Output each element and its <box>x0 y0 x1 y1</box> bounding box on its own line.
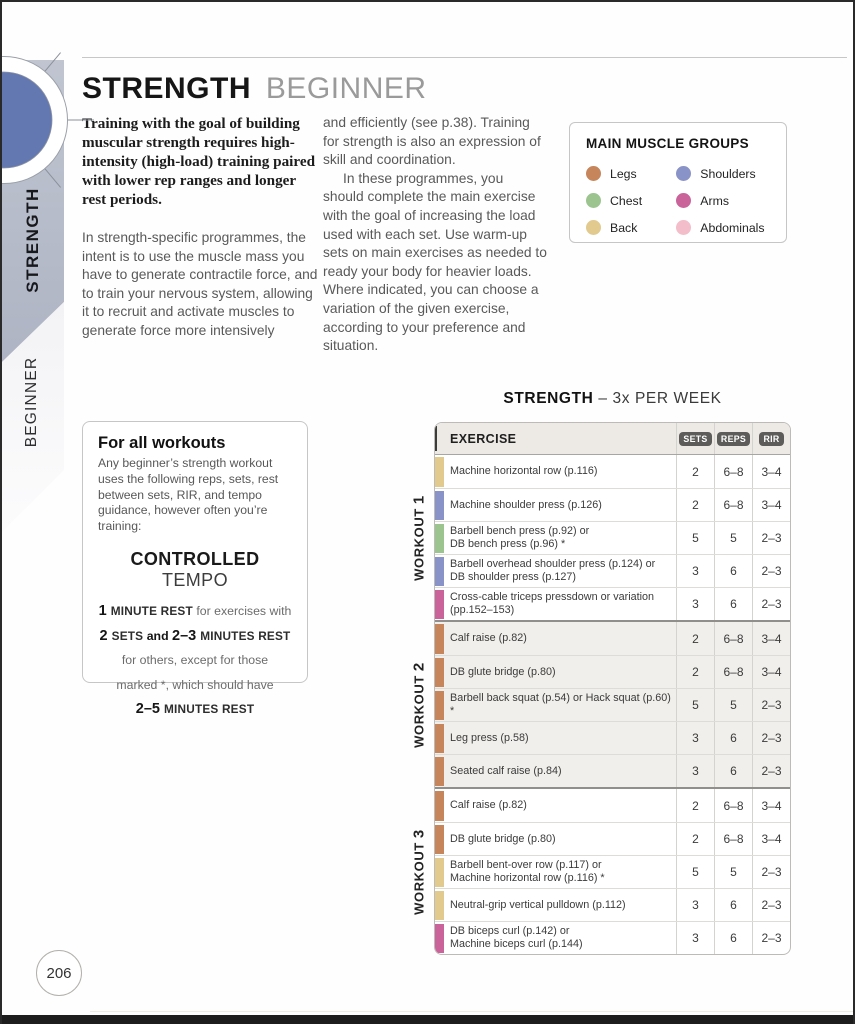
workout-section-3 <box>435 787 790 954</box>
rest-guidance-line <box>98 648 292 673</box>
exercise-name: Barbell back squat (p.54) or Hack squat (p.60) * <box>450 692 671 717</box>
workout-section-2 <box>435 620 790 787</box>
exercise-row <box>435 888 790 921</box>
header-rir-cell <box>752 423 790 454</box>
rest-guidance-line <box>98 673 292 698</box>
exercise-row <box>435 655 790 688</box>
photo-bottom-edge <box>2 1015 853 1024</box>
rir-value: 2–3 <box>752 922 790 954</box>
back-color-bar <box>435 457 444 487</box>
chest-color-bar <box>435 524 444 553</box>
page-title-main: STRENGTH <box>82 72 251 105</box>
rir-value: 3–4 <box>752 823 790 855</box>
muscle-group-label: Back <box>610 220 638 235</box>
exercise-cell <box>435 856 676 888</box>
exercise-row <box>435 488 790 521</box>
exercise-row <box>435 721 790 754</box>
exercise-name: Barbell bench press (p.92) or DB bench press (p.96) * <box>450 525 590 550</box>
workout-label-number: 3 <box>410 828 428 838</box>
reps-value: 6–8 <box>714 622 752 655</box>
exercise-row <box>435 822 790 855</box>
rest-text-segment: 2 <box>99 627 112 644</box>
shoulders-color-dot <box>676 166 691 181</box>
exercise-name: Calf raise (p.82) <box>450 799 527 812</box>
exercise-cell <box>435 588 676 620</box>
legs-color-dot <box>586 166 601 181</box>
sidebar-beginner-label: BEGINNER <box>23 356 40 448</box>
exercise-cell <box>435 789 676 822</box>
workout-labels <box>406 422 432 949</box>
workout-label-2 <box>411 662 428 748</box>
programme-table <box>434 422 791 955</box>
exercise-cell <box>435 823 676 855</box>
exercise-row <box>435 789 790 822</box>
rest-text-segment: 2–5 <box>135 701 164 718</box>
exercise-name: Calf raise (p.82) <box>450 632 527 645</box>
workout-guidance-title: For all workouts <box>98 434 226 452</box>
exercise-cell <box>435 489 676 521</box>
sets-value: 2 <box>676 823 714 855</box>
sets-value: 3 <box>676 722 714 754</box>
muscle-groups-grid <box>586 160 772 241</box>
reps-value: 6 <box>714 588 752 620</box>
body-paragraph-col1: In strength-specific programmes, the intent is to use the muscle mass you have to generate contractile force, and to train your nervous system, allowing it to recruit and activate muscles to generate force more intensively <box>82 230 318 338</box>
workout-guidance-body: Any beginner’s strength workout uses the following reps, sets, rest between sets, RIR, and tempo guidance, however often you’re training: <box>98 456 279 534</box>
rir-value: 3–4 <box>752 789 790 822</box>
intro-paragraph: Training with the goal of building muscular strength requires high-intensity (high-load) training paired with lower rep ranges and longer rest periods. <box>82 115 316 208</box>
reps-value: 6 <box>714 755 752 787</box>
muscle-group-label: Shoulders <box>700 166 756 181</box>
muscle-group-item <box>676 187 772 214</box>
rir-value: 3–4 <box>752 489 790 521</box>
shoulders-color-bar <box>435 557 444 586</box>
exercise-name: DB glute bridge (p.80) <box>450 665 556 678</box>
reps-value: 6 <box>714 889 752 921</box>
back-color-dot <box>586 220 601 235</box>
table-body <box>435 455 790 954</box>
exercise-row <box>435 855 790 888</box>
exercise-name: Cross-cable triceps pressdown or variation (pp.152–153) <box>450 591 655 616</box>
exercise-cell <box>435 656 676 688</box>
rest-guidance-line <box>98 624 292 649</box>
muscle-group-label: Arms <box>700 193 729 208</box>
muscle-groups-title: MAIN MUSCLE GROUPS <box>586 136 749 151</box>
rest-text-segment: MINUTES REST <box>200 628 291 643</box>
rest-text-segment: 1 <box>98 602 111 619</box>
top-divider-rule <box>82 57 847 58</box>
bottom-faint-rule <box>90 1011 853 1012</box>
muscle-group-item <box>586 160 676 187</box>
exercise-row <box>435 921 790 954</box>
exercise-name: Leg press (p.58) <box>450 731 529 744</box>
reps-value: 6 <box>714 722 752 754</box>
sets-value: 2 <box>676 789 714 822</box>
rir-badge: RIR <box>759 432 783 446</box>
reps-value: 5 <box>714 856 752 888</box>
tempo-label-bold: CONTROLLED <box>130 548 260 569</box>
rir-value: 2–3 <box>752 856 790 888</box>
reps-badge: REPS <box>717 432 750 446</box>
workout-label-3 <box>411 829 428 915</box>
workout-label-word: WORKOUT <box>411 841 427 915</box>
exercise-name: Barbell bent-over row (p.117) or Machine horizontal row (p.116) * <box>450 859 605 884</box>
exercise-cell <box>435 922 676 954</box>
sets-value: 3 <box>676 755 714 787</box>
header-reps-cell <box>714 423 752 454</box>
sets-value: 3 <box>676 889 714 921</box>
legs-color-bar <box>435 791 444 821</box>
workout-guidance-panel <box>82 421 308 718</box>
sidebar-strength-label: STRENGTH <box>23 187 42 293</box>
rir-value: 3–4 <box>752 622 790 655</box>
exercise-row <box>435 521 790 554</box>
sets-value: 3 <box>676 588 714 620</box>
exercise-name: Machine horizontal row (p.116) <box>450 465 598 478</box>
tempo-line <box>98 549 292 591</box>
rir-value: 3–4 <box>752 455 790 488</box>
rest-text-segment: MINUTES REST <box>164 702 255 717</box>
exercise-row <box>435 622 790 655</box>
header-exercise: EXERCISE <box>450 431 517 446</box>
sets-value: 3 <box>676 922 714 954</box>
table-title <box>434 390 791 408</box>
rest-text-segment: SETS <box>111 628 147 643</box>
rir-value: 2–3 <box>752 588 790 620</box>
abdominals-color-dot <box>676 220 691 235</box>
body-paragraph-col2-a: and efficiently (see p.38). Training for strength is also an expression of skill and coordination. <box>323 115 541 168</box>
muscle-group-item <box>586 187 676 214</box>
rir-value: 3–4 <box>752 656 790 688</box>
exercise-row <box>435 754 790 787</box>
exercise-cell <box>435 722 676 754</box>
muscle-group-label: Legs <box>610 166 637 181</box>
rir-value: 2–3 <box>752 722 790 754</box>
arms-color-bar <box>435 924 444 953</box>
exercise-name: Machine shoulder press (p.126) <box>450 498 602 511</box>
workout-label-number: 1 <box>410 494 428 504</box>
workout-label-number: 2 <box>410 661 428 671</box>
sets-value: 2 <box>676 489 714 521</box>
table-header-row <box>435 423 790 455</box>
reps-value: 6 <box>714 922 752 954</box>
rest-text-segment: for exercises with <box>196 603 292 618</box>
legs-color-bar <box>435 691 444 720</box>
rir-value: 2–3 <box>752 889 790 921</box>
workout-label-word: WORKOUT <box>411 507 427 581</box>
legs-color-bar <box>435 624 444 654</box>
muscle-group-label: Chest <box>610 193 643 208</box>
chest-color-dot <box>586 193 601 208</box>
sets-value: 2 <box>676 455 714 488</box>
reps-value: 6–8 <box>714 823 752 855</box>
workout-label-1 <box>411 495 428 581</box>
page-title <box>82 72 427 106</box>
exercise-row <box>435 554 790 587</box>
rest-guidance <box>98 599 292 722</box>
exercise-cell <box>435 622 676 655</box>
muscle-groups-panel <box>569 122 787 243</box>
muscle-group-item <box>676 160 772 187</box>
rir-value: 2–3 <box>752 755 790 787</box>
reps-value: 6–8 <box>714 789 752 822</box>
rir-value: 2–3 <box>752 689 790 721</box>
exercise-name: Seated calf raise (p.84) <box>450 764 562 777</box>
workout-label-word: WORKOUT <box>411 674 427 748</box>
arms-color-bar <box>435 590 444 619</box>
legs-color-bar <box>435 757 444 786</box>
reps-value: 6 <box>714 555 752 587</box>
exercise-name: Barbell overhead shoulder press (p.124) or DB shoulder press (p.127) <box>450 558 656 583</box>
reps-value: 6–8 <box>714 455 752 488</box>
rest-guidance-line <box>98 599 292 624</box>
exercise-cell <box>435 555 676 587</box>
sets-value: 3 <box>676 555 714 587</box>
sets-badge: SETS <box>679 432 711 446</box>
header-sets-cell <box>676 423 714 454</box>
exercise-name: Neutral-grip vertical pulldown (p.112) <box>450 898 626 911</box>
sets-value: 5 <box>676 856 714 888</box>
legs-color-bar <box>435 658 444 687</box>
page-number-badge: 206 <box>36 950 82 996</box>
exercise-row <box>435 587 790 620</box>
body-column-2 <box>323 114 547 356</box>
muscle-group-item <box>586 214 676 241</box>
arms-color-dot <box>676 193 691 208</box>
tempo-label-light: TEMPO <box>161 569 228 590</box>
sets-value: 5 <box>676 689 714 721</box>
reps-value: 6–8 <box>714 656 752 688</box>
muscle-group-label: Abdominals <box>700 220 765 235</box>
exercise-name: DB glute bridge (p.80) <box>450 832 556 845</box>
rest-text-segment: and <box>146 628 172 643</box>
reps-value: 5 <box>714 522 752 554</box>
exercise-name: DB biceps curl (p.142) or Machine biceps curl (p.144) <box>450 925 583 950</box>
table-title-rest: – 3x PER WEEK <box>593 390 722 407</box>
exercise-cell <box>435 889 676 921</box>
exercise-cell <box>435 755 676 787</box>
reps-value: 5 <box>714 689 752 721</box>
sets-value: 5 <box>676 522 714 554</box>
rir-value: 2–3 <box>752 522 790 554</box>
rest-guidance-line <box>98 697 292 722</box>
sets-value: 2 <box>676 622 714 655</box>
table-title-bold: STRENGTH <box>503 390 594 407</box>
exercise-cell <box>435 689 676 721</box>
rir-value: 2–3 <box>752 555 790 587</box>
chapter-dial-icon <box>2 42 112 212</box>
workout-section-1 <box>435 455 790 620</box>
sets-value: 2 <box>676 656 714 688</box>
legs-color-bar <box>435 724 444 753</box>
rest-text-segment: marked *, which should have <box>116 677 274 692</box>
legs-color-bar <box>435 825 444 854</box>
reps-value: 6–8 <box>714 489 752 521</box>
back-color-bar <box>435 891 444 920</box>
back-color-bar <box>435 858 444 887</box>
exercise-cell <box>435 522 676 554</box>
muscle-group-item <box>676 214 772 241</box>
rest-text-segment: 2–3 <box>172 627 201 644</box>
rest-text-segment: for others, except for those <box>121 653 269 668</box>
exercise-row <box>435 688 790 721</box>
shoulders-color-bar <box>435 491 444 520</box>
rest-text-segment: MINUTE REST <box>110 603 197 618</box>
body-paragraph-col2-b: In these programmes, you should complete the main exercise with the goal of increasing the load used with each set. Use warm-up sets on main exercises as needed to ready your body for heavier loads. Where indicated, you can choose a variation of the given exercise, according to your preference and situation. <box>323 170 547 354</box>
exercise-row <box>435 455 790 488</box>
page-title-sub: BEGINNER <box>265 72 427 105</box>
exercise-cell <box>435 455 676 488</box>
